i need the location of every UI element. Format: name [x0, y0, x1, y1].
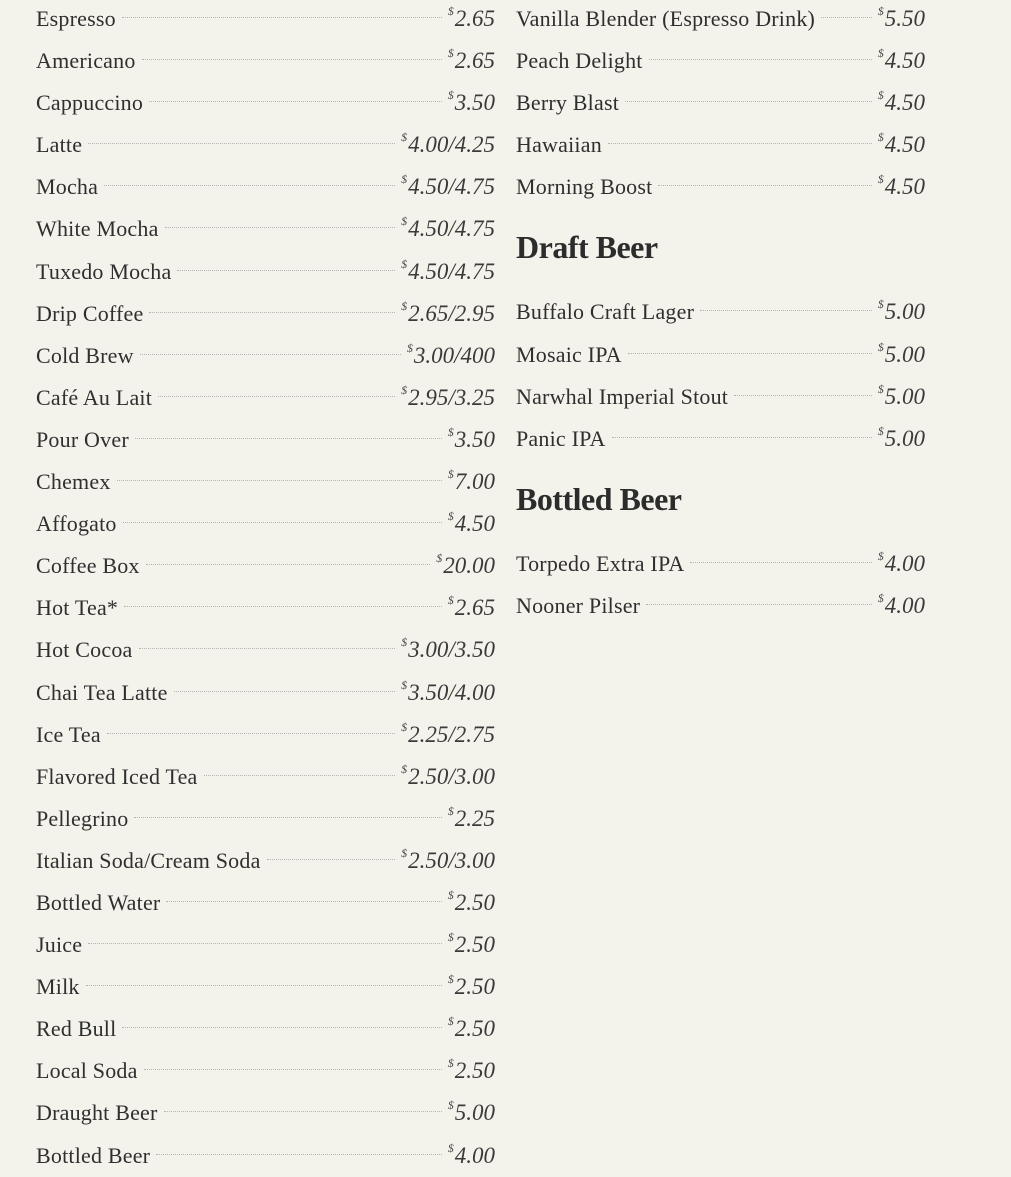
drinks-list [36, 0, 495, 1169]
dotted-leader [134, 817, 441, 818]
price-value: 7.00 [454, 469, 495, 495]
dotted-leader [690, 562, 871, 563]
dotted-leader [164, 1111, 442, 1112]
price-value: 4.50/4.75 [408, 258, 495, 284]
menu-item-name: Affogato [36, 511, 117, 537]
dotted-leader [177, 270, 395, 271]
dotted-leader [122, 1027, 441, 1028]
currency-symbol: $ [877, 4, 884, 18]
menu-item-name: Mocha [36, 174, 99, 200]
menu-item [36, 200, 495, 242]
dotted-leader [123, 522, 442, 523]
currency-symbol: $ [877, 88, 884, 103]
currency-symbol: $ [447, 1014, 454, 1029]
currency-symbol: $ [401, 130, 408, 145]
menu-item-name: Panic IPA [516, 425, 606, 451]
dotted-leader [124, 606, 442, 607]
dotted-leader [625, 101, 872, 102]
dotted-leader [156, 1154, 442, 1155]
currency-symbol: $ [877, 46, 884, 61]
dotted-leader [146, 564, 431, 565]
menu-item-price [878, 158, 925, 208]
price-value: 2.95/3.25 [408, 384, 495, 410]
currency-symbol: $ [406, 340, 413, 355]
dotted-leader [166, 901, 441, 902]
dotted-leader [700, 310, 872, 311]
price-value: 5.50 [884, 6, 925, 31]
price-value: 2.50 [454, 889, 495, 915]
currency-symbol: $ [877, 590, 884, 605]
draft-beer-heading: Draft Beer [516, 229, 658, 266]
dotted-leader [104, 185, 395, 186]
dotted-leader [139, 648, 396, 649]
dotted-leader [267, 859, 396, 860]
menu-item-name: White Mocha [36, 216, 159, 242]
price-value: 4.00 [884, 550, 925, 576]
currency-symbol: $ [877, 130, 884, 145]
menu-item-name: Milk [36, 974, 80, 1000]
menu-item-name: Buffalo Craft Lager [516, 299, 695, 325]
currency-symbol: $ [447, 593, 454, 608]
price-value: 4.50 [884, 48, 925, 74]
bottled-beer-list [516, 535, 925, 619]
currency-symbol: $ [447, 803, 454, 818]
price-value: 5.00 [884, 383, 925, 409]
dotted-leader [165, 227, 396, 228]
menu-item-name: Tuxedo Mocha [36, 258, 172, 284]
menu-item-name: Americano [36, 48, 136, 74]
price-value: 4.50 [454, 511, 495, 537]
dotted-leader [174, 691, 396, 692]
currency-symbol: $ [877, 423, 884, 438]
currency-symbol: $ [447, 1098, 454, 1113]
dotted-leader [86, 985, 442, 986]
price-value: 2.50 [454, 1016, 495, 1042]
price-value: 4.00/4.25 [408, 132, 495, 158]
currency-symbol: $ [401, 635, 408, 650]
price-value: 4.00 [454, 1142, 495, 1168]
price-value: 2.50 [454, 932, 495, 958]
menu-item-name: Juice [36, 932, 83, 958]
price-value: 4.50/4.75 [408, 216, 495, 242]
menu-item-name: Latte [36, 132, 83, 158]
dotted-leader [734, 395, 872, 396]
currency-symbol: $ [401, 845, 408, 860]
menu-item-name: Drip Coffee [36, 300, 144, 326]
menu-item-name: Vanilla Blender (Espresso Drink) [516, 6, 816, 31]
menu-item-name: Ice Tea [36, 721, 101, 747]
left-menu-column [36, 0, 495, 1169]
dotted-leader [149, 101, 442, 102]
menu-item-name: Local Soda [36, 1058, 138, 1084]
price-value: 4.50 [884, 90, 925, 116]
price-value: 3.50 [454, 426, 495, 452]
currency-symbol: $ [401, 677, 408, 692]
dotted-leader [204, 775, 396, 776]
menu-item-name: Italian Soda/Cream Soda [36, 847, 261, 873]
currency-symbol: $ [401, 214, 408, 229]
menu-item-name: Chai Tea Latte [36, 679, 168, 705]
price-value: 5.00 [884, 425, 925, 451]
price-value: 2.50/3.00 [408, 763, 495, 789]
menu-item-name: Red Bull [36, 1016, 117, 1042]
dotted-leader [646, 604, 872, 605]
menu-item-name: Nooner Pilser [516, 592, 641, 618]
bottled-beer-heading: Bottled Beer [516, 480, 682, 517]
dotted-leader [149, 312, 395, 313]
dotted-leader [122, 17, 442, 18]
menu-item-price [878, 410, 925, 460]
currency-symbol: $ [436, 551, 443, 566]
price-value: 3.00/3.50 [408, 637, 495, 663]
price-value: 2.25 [454, 805, 495, 831]
menu-item [516, 0, 925, 32]
dotted-leader [88, 143, 395, 144]
currency-symbol: $ [877, 172, 884, 187]
menu-item [36, 158, 495, 200]
currency-symbol: $ [447, 930, 454, 945]
currency-symbol: $ [877, 548, 884, 563]
currency-symbol: $ [447, 4, 454, 18]
menu-item [516, 535, 925, 577]
currency-symbol: $ [447, 424, 454, 439]
dotted-leader [140, 354, 401, 355]
menu-item-name: Mosaic IPA [516, 341, 622, 367]
price-value: 2.25/2.75 [408, 721, 495, 747]
menu-item [516, 283, 925, 325]
currency-symbol: $ [447, 88, 454, 103]
dotted-leader [117, 480, 442, 481]
menu-item-name: Hot Tea* [36, 595, 119, 621]
currency-symbol: $ [447, 972, 454, 987]
dotted-leader [628, 353, 872, 354]
currency-symbol: $ [401, 172, 408, 187]
price-value: 2.65 [454, 48, 495, 74]
price-value: 5.00 [884, 341, 925, 367]
dotted-leader [135, 438, 442, 439]
menu-item-name: Chemex [36, 469, 111, 495]
dotted-leader [608, 143, 872, 144]
currency-symbol: $ [877, 381, 884, 396]
price-value: 3.50 [454, 90, 495, 116]
currency-symbol: $ [401, 761, 408, 776]
currency-symbol: $ [877, 339, 884, 354]
price-value: 2.50 [454, 974, 495, 1000]
menu-item-name: Bottled Water [36, 889, 161, 915]
menu-item-name: Espresso [36, 6, 116, 31]
price-value: 4.50/4.75 [408, 174, 495, 200]
dotted-leader [88, 943, 442, 944]
price-value: 5.00 [454, 1100, 495, 1126]
menu-item [36, 1000, 495, 1042]
dotted-leader [144, 1069, 442, 1070]
right-menu-column [516, 0, 925, 619]
menu-item-name: Berry Blast [516, 90, 620, 116]
price-value: 3.00/400 [413, 342, 495, 368]
menu-item-name: Narwhal Imperial Stout [516, 383, 729, 409]
price-value: 2.50 [454, 1058, 495, 1084]
dotted-leader [142, 59, 442, 60]
currency-symbol: $ [447, 1140, 454, 1155]
price-value: 3.50/4.00 [408, 679, 495, 705]
currency-symbol: $ [401, 298, 408, 313]
price-value: 2.50/3.00 [408, 847, 495, 873]
menu-item-name: Morning Boost [516, 174, 653, 200]
price-value: 20.00 [443, 553, 495, 579]
menu-item-price [878, 577, 925, 627]
currency-symbol: $ [447, 509, 454, 524]
draft-beer-list [516, 283, 925, 451]
dotted-leader [658, 185, 871, 186]
price-value: 2.65/2.95 [408, 300, 495, 326]
menu-item-name: Coffee Box [36, 553, 140, 579]
menu-item-name: Hawaiian [516, 132, 602, 158]
smoothie-list [516, 0, 925, 200]
menu-item [36, 958, 495, 1000]
menu-item-name: Pour Over [36, 426, 129, 452]
currency-symbol: $ [447, 46, 454, 61]
currency-symbol: $ [447, 1056, 454, 1071]
price-value: 4.50 [884, 174, 925, 200]
price-value: 4.50 [884, 132, 925, 158]
menu-item [36, 748, 495, 790]
menu-item-name: Cold Brew [36, 342, 134, 368]
dotted-leader [107, 733, 395, 734]
price-value: 2.65 [454, 595, 495, 621]
menu-item [36, 0, 495, 32]
dotted-leader [158, 396, 395, 397]
menu-item-name: Pellegrino [36, 805, 129, 831]
menu-item-price [448, 1127, 495, 1177]
price-value: 4.00 [884, 592, 925, 618]
menu-item-name: Flavored Iced Tea [36, 763, 198, 789]
currency-symbol: $ [401, 719, 408, 734]
dotted-leader [649, 59, 872, 60]
menu-item-name: Peach Delight [516, 48, 643, 74]
menu-item-name: Café Au Lait [36, 384, 153, 410]
menu-item-name: Bottled Beer [36, 1142, 151, 1168]
dotted-leader [612, 437, 872, 438]
currency-symbol: $ [401, 382, 408, 397]
currency-symbol: $ [447, 887, 454, 902]
menu-item-name: Hot Cocoa [36, 637, 133, 663]
currency-symbol: $ [401, 256, 408, 271]
price-value: 5.00 [884, 299, 925, 325]
currency-symbol: $ [877, 297, 884, 312]
dotted-leader [821, 17, 872, 18]
menu-item-name: Cappuccino [36, 90, 144, 116]
price-value: 2.65 [454, 6, 495, 31]
menu-item-name: Torpedo Extra IPA [516, 550, 685, 576]
menu-item-name: Draught Beer [36, 1100, 158, 1126]
currency-symbol: $ [447, 467, 454, 482]
